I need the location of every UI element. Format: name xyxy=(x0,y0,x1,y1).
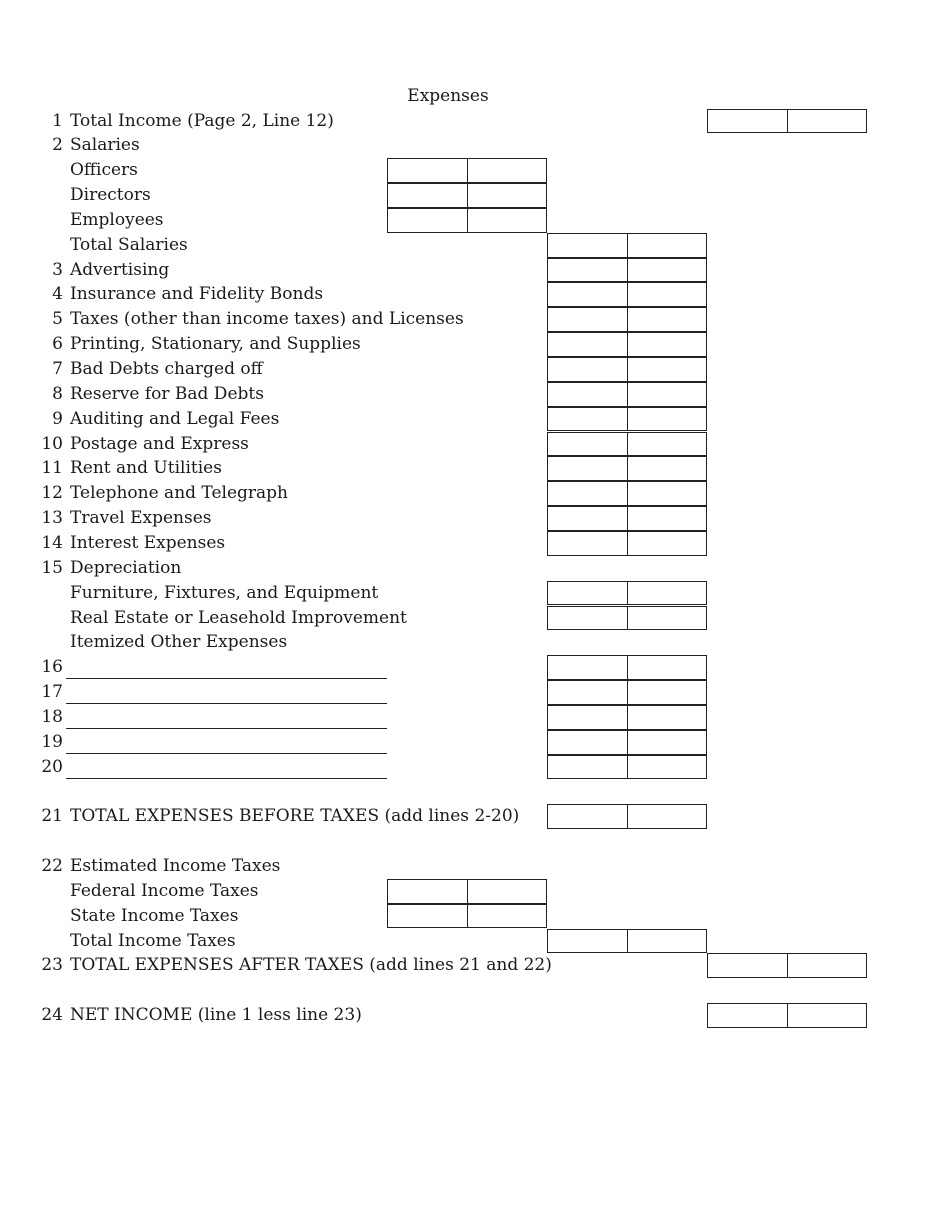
line-label: Furniture, Fixtures, and Equipment xyxy=(70,582,379,603)
amount-cents-cell[interactable] xyxy=(627,457,707,480)
line-number: 22 xyxy=(41,856,63,876)
amount-field xyxy=(387,208,547,233)
amount-cents-cell[interactable] xyxy=(627,234,707,257)
line-label: Officers xyxy=(70,160,138,181)
amount-cents-cell[interactable] xyxy=(627,507,707,530)
amount-field xyxy=(387,904,547,929)
line-l24 xyxy=(0,1003,950,1028)
amount-dollars-cell[interactable] xyxy=(548,358,627,381)
line-l2 xyxy=(0,133,950,158)
amount-cents-cell[interactable] xyxy=(627,532,707,555)
amount-cents-cell[interactable] xyxy=(627,731,707,754)
amount-field xyxy=(547,755,707,780)
line-label: Directors xyxy=(70,185,151,206)
amount-field xyxy=(707,953,867,978)
amount-field xyxy=(547,382,707,407)
line-number: 21 xyxy=(41,806,63,827)
amount-dollars-cell[interactable] xyxy=(388,184,467,207)
amount-cents-cell[interactable] xyxy=(627,582,707,605)
line-label: Depreciation xyxy=(70,557,182,578)
line-number: 19 xyxy=(41,731,63,752)
line-number: 1 xyxy=(52,110,63,131)
line-number: 24 xyxy=(41,1005,63,1026)
amount-field xyxy=(547,655,707,680)
amount-cents-cell[interactable] xyxy=(627,656,707,679)
amount-field xyxy=(707,1003,867,1028)
amount-field xyxy=(547,929,707,954)
line-label: Bad Debts charged off xyxy=(70,359,263,379)
amount-cents-cell[interactable] xyxy=(787,954,867,977)
line-l10 xyxy=(0,432,950,457)
line-l13 xyxy=(0,506,950,531)
line-number: 20 xyxy=(41,756,63,777)
line-l23 xyxy=(0,953,950,978)
amount-dollars-cell[interactable] xyxy=(388,880,467,903)
amount-field xyxy=(387,183,547,208)
line-label: State Income Taxes xyxy=(70,905,239,926)
amount-dollars-cell[interactable] xyxy=(548,731,627,754)
line-number: 7 xyxy=(52,359,63,379)
amount-field xyxy=(547,456,707,481)
line-federal xyxy=(0,879,950,904)
amount-field xyxy=(547,332,707,357)
amount-dollars-cell[interactable] xyxy=(388,905,467,928)
line-l15 xyxy=(0,556,950,581)
line-l6 xyxy=(0,332,950,357)
line-number: 17 xyxy=(41,682,63,703)
line-label: Advertising xyxy=(70,259,170,280)
line-number: 13 xyxy=(41,508,63,529)
amount-field xyxy=(547,531,707,556)
amount-cents-cell[interactable] xyxy=(627,681,707,704)
line-directors xyxy=(0,183,950,208)
amount-dollars-cell[interactable] xyxy=(548,656,627,679)
line-label: Federal Income Taxes xyxy=(70,880,259,901)
amount-dollars-cell[interactable] xyxy=(548,681,627,704)
amount-dollars-cell[interactable] xyxy=(548,234,627,257)
amount-cents-cell[interactable] xyxy=(627,383,707,406)
amount-dollars-cell[interactable] xyxy=(708,954,787,977)
line-state xyxy=(0,904,950,929)
line-employees xyxy=(0,208,950,233)
amount-dollars-cell[interactable] xyxy=(548,383,627,406)
amount-dollars-cell[interactable] xyxy=(548,930,627,953)
amount-cents-cell[interactable] xyxy=(467,159,547,182)
line-l5 xyxy=(0,307,950,332)
amount-cents-cell[interactable] xyxy=(627,408,707,431)
amount-dollars-cell[interactable] xyxy=(548,308,627,331)
amount-field xyxy=(547,307,707,332)
line-total-tax xyxy=(0,929,950,954)
line-label: Telephone and Telegraph xyxy=(70,483,288,504)
amount-dollars-cell[interactable] xyxy=(548,259,627,282)
line-number: 16 xyxy=(41,657,63,678)
amount-dollars-cell[interactable] xyxy=(548,433,627,456)
line-label: Total Income (Page 2, Line 12) xyxy=(70,110,334,131)
amount-field xyxy=(547,581,707,606)
line-label: Auditing and Legal Fees xyxy=(70,408,280,429)
line-number: 11 xyxy=(41,458,63,479)
amount-field xyxy=(547,407,707,432)
amount-cents-cell[interactable] xyxy=(627,259,707,282)
line-l16 xyxy=(0,655,950,680)
line-label: Rent and Utilities xyxy=(70,458,222,479)
line-number: 23 xyxy=(41,955,63,976)
line-number: 3 xyxy=(52,259,63,280)
description-blank-field[interactable] xyxy=(66,728,387,729)
amount-field xyxy=(547,357,707,382)
line-label: Total Salaries xyxy=(70,234,188,255)
line-label: Itemized Other Expenses xyxy=(70,632,288,653)
line-number: 8 xyxy=(52,383,63,404)
amount-cents-cell[interactable] xyxy=(467,880,547,903)
line-label: Real Estate or Leasehold Improvement xyxy=(70,607,407,628)
amount-cents-cell[interactable] xyxy=(627,333,707,356)
amount-field xyxy=(547,481,707,506)
line-number: 10 xyxy=(41,433,63,454)
amount-dollars-cell[interactable] xyxy=(388,159,467,182)
amount-cents-cell[interactable] xyxy=(627,358,707,381)
amount-field xyxy=(547,258,707,283)
amount-dollars-cell[interactable] xyxy=(388,209,467,232)
line-label: Insurance and Fidelity Bonds xyxy=(70,284,324,305)
amount-dollars-cell[interactable] xyxy=(548,457,627,480)
line-number: 5 xyxy=(52,309,63,330)
line-label: Total Income Taxes xyxy=(70,930,236,951)
form-title: Expenses xyxy=(407,86,489,106)
line-number: 18 xyxy=(41,706,63,727)
line-l1 xyxy=(0,109,950,134)
line-l19 xyxy=(0,730,950,755)
amount-cents-cell[interactable] xyxy=(627,706,707,729)
line-l14 xyxy=(0,531,950,556)
amount-dollars-cell[interactable] xyxy=(548,408,627,431)
line-number: 2 xyxy=(52,135,63,156)
line-real-estate xyxy=(0,606,950,631)
amount-dollars-cell[interactable] xyxy=(548,283,627,306)
line-label: Travel Expenses xyxy=(70,508,212,529)
line-l18 xyxy=(0,705,950,730)
line-number: 6 xyxy=(52,334,63,355)
amount-field xyxy=(387,158,547,183)
amount-cents-cell[interactable] xyxy=(467,905,547,928)
amount-dollars-cell[interactable] xyxy=(548,333,627,356)
amount-cents-cell[interactable] xyxy=(467,209,547,232)
line-l12 xyxy=(0,481,950,506)
amount-dollars-cell[interactable] xyxy=(548,756,627,779)
line-label: Taxes (other than income taxes) and Licenses xyxy=(70,309,464,330)
line-label: Interest Expenses xyxy=(70,532,226,553)
amount-cents-cell[interactable] xyxy=(627,607,707,630)
line-l17 xyxy=(0,680,950,705)
amount-dollars-cell[interactable] xyxy=(548,805,627,828)
line-l20 xyxy=(0,755,950,780)
line-itemized xyxy=(0,630,950,655)
amount-field xyxy=(707,109,867,134)
amount-field xyxy=(387,879,547,904)
amount-cents-cell[interactable] xyxy=(627,756,707,779)
line-label: Printing, Stationary, and Supplies xyxy=(70,334,361,355)
amount-dollars-cell[interactable] xyxy=(548,532,627,555)
amount-field xyxy=(547,432,707,457)
amount-dollars-cell[interactable] xyxy=(708,1004,787,1027)
amount-cents-cell[interactable] xyxy=(627,433,707,456)
line-label: NET INCOME (line 1 less line 23) xyxy=(70,1005,362,1026)
amount-cents-cell[interactable] xyxy=(627,283,707,306)
line-l4 xyxy=(0,282,950,307)
amount-dollars-cell[interactable] xyxy=(548,582,627,605)
line-label: Reserve for Bad Debts xyxy=(70,383,264,404)
line-furniture xyxy=(0,581,950,606)
amount-cents-cell[interactable] xyxy=(627,308,707,331)
line-number: 9 xyxy=(52,408,63,429)
line-number: 12 xyxy=(41,483,63,504)
amount-dollars-cell[interactable] xyxy=(548,482,627,505)
amount-cents-cell[interactable] xyxy=(787,110,867,133)
line-l7 xyxy=(0,357,950,382)
line-label: TOTAL EXPENSES AFTER TAXES (add lines 21 and 22) xyxy=(70,955,552,976)
amount-cents-cell[interactable] xyxy=(627,482,707,505)
amount-field xyxy=(547,506,707,531)
line-label: Estimated Income Taxes xyxy=(70,856,281,876)
line-label: Salaries xyxy=(70,135,140,156)
line-l21 xyxy=(0,804,950,829)
amount-dollars-cell[interactable] xyxy=(548,706,627,729)
amount-cents-cell[interactable] xyxy=(467,184,547,207)
amount-dollars-cell[interactable] xyxy=(548,607,627,630)
amount-dollars-cell[interactable] xyxy=(708,110,787,133)
line-label: Postage and Express xyxy=(70,433,249,454)
amount-dollars-cell[interactable] xyxy=(548,507,627,530)
line-l9 xyxy=(0,407,950,432)
amount-field xyxy=(547,705,707,730)
amount-field xyxy=(547,282,707,307)
amount-field xyxy=(547,606,707,631)
line-number: 14 xyxy=(41,532,63,553)
amount-field xyxy=(547,804,707,829)
line-l3 xyxy=(0,258,950,283)
line-number: 4 xyxy=(52,284,63,305)
amount-cents-cell[interactable] xyxy=(627,930,707,953)
description-blank-field[interactable] xyxy=(66,778,387,779)
amount-field xyxy=(547,680,707,705)
line-label: TOTAL EXPENSES BEFORE TAXES (add lines 2-20) xyxy=(70,806,520,827)
amount-cents-cell[interactable] xyxy=(627,805,707,828)
line-l11 xyxy=(0,456,950,481)
description-blank-field[interactable] xyxy=(66,678,387,679)
line-number: 15 xyxy=(41,557,63,578)
description-blank-field[interactable] xyxy=(66,753,387,754)
line-l8 xyxy=(0,382,950,407)
line-total-salaries xyxy=(0,233,950,258)
amount-field xyxy=(547,730,707,755)
line-l22 xyxy=(0,854,950,879)
amount-cents-cell[interactable] xyxy=(787,1004,867,1027)
description-blank-field[interactable] xyxy=(66,703,387,704)
line-label: Employees xyxy=(70,209,164,230)
line-officers xyxy=(0,158,950,183)
amount-field xyxy=(547,233,707,258)
